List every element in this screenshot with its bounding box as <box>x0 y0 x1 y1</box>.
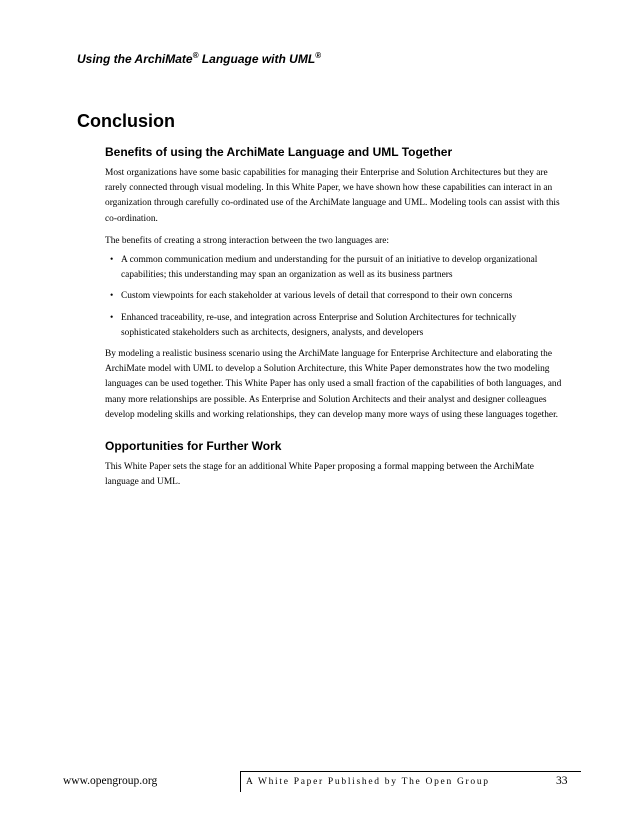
benefits-heading: Benefits of using the ArchiMate Language and UML Together <box>105 145 453 159</box>
header-title-part2: Language with UML <box>198 52 316 66</box>
page-number: 33 <box>556 775 568 787</box>
list-item-text: Custom viewpoints for each stakeholder at various levels of detail that correspond to their own concerns <box>121 291 513 302</box>
bullet-icon: • <box>110 291 114 302</box>
footer-website: www.opengroup.org <box>63 775 158 787</box>
list-item <box>105 253 563 283</box>
opportunities-paragraph: This White Paper sets the stage for an additional White Paper proposing a formal mapping between the ArchiMate language and UML. <box>105 462 534 488</box>
list-item <box>105 311 563 341</box>
list-item-text: A common communication medium and understanding for the pursuit of an initiative to develop organizational capabilities; this understanding may span an organization as well as its business partners <box>121 255 538 281</box>
benefits-intro-paragraph: Most organizations have some basic capabilities for managing their Enterprise and Solution Architectures but they are rarely connected through visual modeling. In this White Paper, we have shown how these capabilities can interact in an organization through carefully co-ordinated use of the ArchiMate language and UML. Modeling tools can assist with this co-ordination. <box>105 168 560 224</box>
header-title-part1: Using the ArchiMate <box>77 52 193 66</box>
registered-mark: ® <box>315 51 322 60</box>
running-header <box>77 52 321 66</box>
bullet-icon: • <box>110 312 114 323</box>
registered-mark: ® <box>192 51 199 60</box>
list-item-text: Enhanced traceability, re-use, and integration across Enterprise and Solution Architectures for technically sophisticated stakeholders such as architects, designers, analysts, and developers <box>121 312 517 338</box>
bullet-icon: • <box>110 255 114 266</box>
benefits-list <box>105 253 563 341</box>
footer-caption: A White Paper Published by The Open Group <box>246 777 490 787</box>
benefits-closing-paragraph: By modeling a realistic business scenario using the ArchiMate language for Enterprise Architecture and elaborating the ArchiMate model with UML to develop a Solution Architecture, this White Paper demonstrates how the two modeling languages can be used together. This White Paper has only used a small fraction of the capabilities of both languages, and many more relationships are possible. As Enterprise and Solution Architects and their analyst and designer colleagues develop modeling skills and working relationships, they can develop many more ways of using these languages together. <box>105 349 562 420</box>
main-content <box>105 145 563 490</box>
section-title: Conclusion <box>77 111 175 131</box>
opportunities-heading: Opportunities for Further Work <box>105 439 282 454</box>
benefits-lead-paragraph: The benefits of creating a strong interaction between the two languages are: <box>105 235 390 246</box>
list-item <box>105 289 563 304</box>
